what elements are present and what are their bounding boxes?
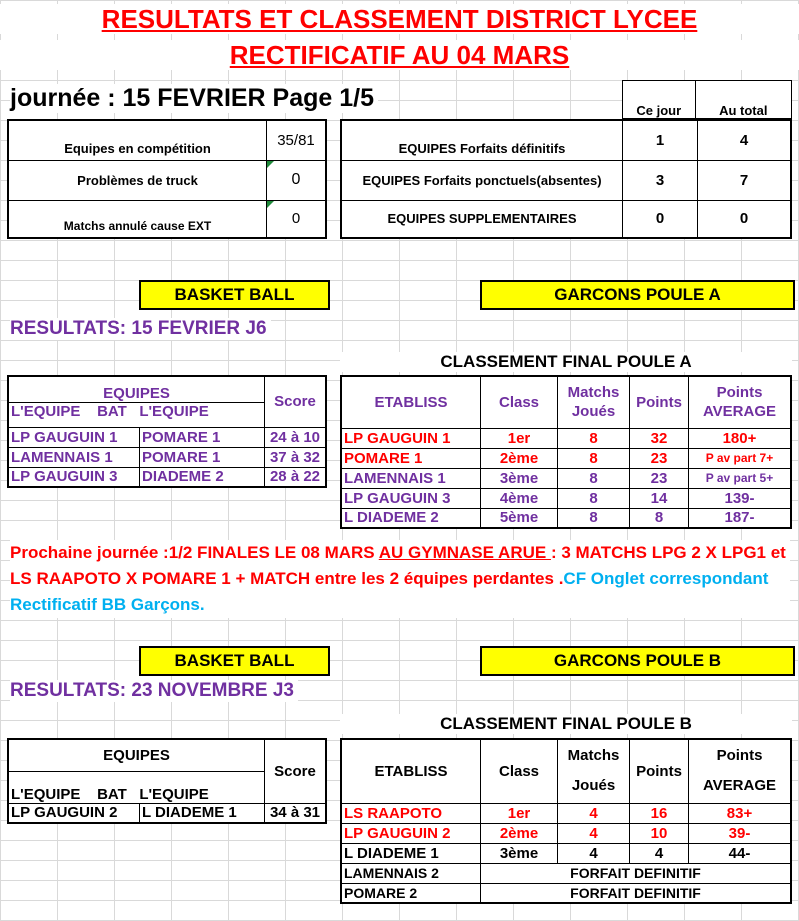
summary-label: Problèmes de truck <box>8 160 267 200</box>
summary-ce-jour: 3 <box>623 160 698 200</box>
summary-total: 7 <box>698 160 792 200</box>
sport-label-b: BASKET BALL <box>139 646 330 676</box>
results-header-score: Score <box>265 376 327 427</box>
standings-header-class: Class <box>481 739 558 803</box>
table-row: LP GAUGUIN 3 DIADEME 2 28 à 22 <box>8 467 326 487</box>
summary-value: 0 <box>267 160 327 200</box>
summary-total: 0 <box>698 200 792 238</box>
summary-value: 35/81 <box>267 120 327 160</box>
results-subheader: L'EQUIPE BAT L'EQUIPE <box>8 402 265 427</box>
summary-label: EQUIPES Forfaits définitifs <box>341 120 623 160</box>
standings-header-average: Points AVERAGE <box>689 739 792 803</box>
next-match-note: Prochaine journée :1/2 FINALES LE 08 MARS AU GYMNASE ARUE : 3 MATCHS LPG 2 X LPG1 et LS RAAPOTO X POMARE 1 + MATCH entre les 2 équipes perdantes .CF Onglet correspondant Rectificatif BB Garçons. <box>10 540 790 618</box>
table-row: L DIADEME 2 5ème 8 8 187- <box>341 508 791 528</box>
summary-right-table <box>340 119 792 239</box>
results-table-a <box>7 375 327 488</box>
table-row: LAMENNAIS 2 FORFAIT DEFINITIF <box>341 863 791 883</box>
page-title: RESULTATS ET CLASSEMENT DISTRICT LYCEE <box>0 4 799 34</box>
summary-total: 4 <box>698 120 792 160</box>
standings-table-b <box>340 738 792 904</box>
table-row: LP GAUGUIN 2 2ème 4 10 39- <box>341 823 791 843</box>
table-row: LP GAUGUIN 2 L DIADEME 1 34 à 31 <box>8 803 326 823</box>
summary-label: EQUIPES Forfaits ponctuels(absentes) <box>341 160 623 200</box>
standings-title-a: CLASSEMENT FINAL POULE A <box>340 352 792 372</box>
sport-label-a: BASKET BALL <box>139 280 330 310</box>
summary-value: 0 <box>267 200 327 238</box>
group-label-a: GARCONS POULE A <box>480 280 795 310</box>
table-row: LAMENNAIS 1 POMARE 1 37 à 32 <box>8 447 326 467</box>
results-header-equipes: EQUIPES <box>8 739 265 771</box>
standings-table-a <box>340 375 792 529</box>
standings-header-points: Points <box>630 739 689 803</box>
group-label-b: GARCONS POULE B <box>480 646 795 676</box>
table-row: L DIADEME 1 3ème 4 4 44- <box>341 843 791 863</box>
standings-header-etabliss: ETABLISS <box>341 376 481 428</box>
results-header-equipes: EQUIPES <box>8 376 265 402</box>
standings-header-matchs: Matchs Joués <box>558 376 630 428</box>
results-subheader: L'EQUIPE BAT L'EQUIPE <box>8 771 265 803</box>
table-row: LS RAAPOTO 1er 4 16 83+ <box>341 803 791 823</box>
page-subtitle: RECTIFICATIF AU 04 MARS <box>0 40 799 70</box>
standings-header-class: Class <box>481 376 558 428</box>
col-ce-jour: Ce jour <box>623 81 696 119</box>
results-table-b <box>7 738 327 824</box>
standings-header-points: Points <box>630 376 689 428</box>
table-row: LP GAUGUIN 1 1er 8 32 180+ <box>341 428 791 448</box>
journee-label: journée : 15 FEVRIER Page 1/5 <box>10 84 378 113</box>
table-row: POMARE 1 2ème 8 23 P av part 7+ <box>341 448 791 468</box>
summary-label: EQUIPES SUPPLEMENTAIRES <box>341 200 623 238</box>
standings-header-matchs: Matchs Joués <box>558 739 630 803</box>
standings-title-b: CLASSEMENT FINAL POULE B <box>340 714 792 734</box>
summary-ce-jour: 1 <box>623 120 698 160</box>
table-row: LP GAUGUIN 3 4ème 8 14 139- <box>341 488 791 508</box>
standings-header-etabliss: ETABLISS <box>341 739 481 803</box>
results-header-score: Score <box>265 739 327 803</box>
results-title-b: RESULTATS: 23 NOVEMBRE J3 <box>10 680 298 702</box>
standings-header-average: Points AVERAGE <box>689 376 792 428</box>
summary-col-headers <box>622 80 792 119</box>
results-title-a: RESULTATS: 15 FEVRIER J6 <box>10 318 271 340</box>
summary-ce-jour: 0 <box>623 200 698 238</box>
col-au-total: Au total <box>695 81 791 119</box>
summary-label: Equipes en compétition <box>8 120 267 160</box>
table-row: POMARE 2 FORFAIT DEFINITIF <box>341 883 791 903</box>
table-row: LP GAUGUIN 1 POMARE 1 24 à 10 <box>8 427 326 447</box>
table-row: LAMENNAIS 1 3ème 8 23 P av part 5+ <box>341 468 791 488</box>
summary-left-table <box>7 119 327 239</box>
summary-label: Matchs annulé cause EXT <box>8 200 267 238</box>
